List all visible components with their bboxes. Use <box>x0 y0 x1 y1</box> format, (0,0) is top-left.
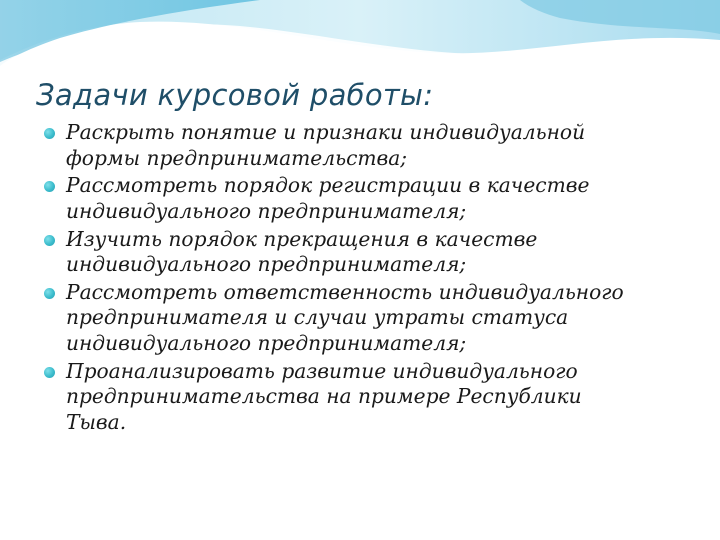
bullet-text-line: индивидуального предпринимателя; <box>66 252 467 277</box>
bullet-text-line: Тыва. <box>66 409 127 434</box>
bullet-item <box>40 173 690 224</box>
bullet-text-line: индивидуального предпринимателя; <box>66 198 467 223</box>
bullet-text-line: предпринимательства на примере Республики <box>66 384 582 409</box>
bullet-text-line: Проанализировать развитие индивидуального <box>66 358 578 383</box>
bullet-item <box>40 120 690 171</box>
bullet-dot-icon <box>44 235 55 246</box>
bullet-text-line: Рассмотреть порядок регистрации в качестве <box>66 173 590 198</box>
bullet-text-line: Изучить порядок прекращения в качестве <box>66 226 538 251</box>
bullet-text-line: Раскрыть понятие и признаки индивидуальной <box>66 120 586 144</box>
bullet-dot-icon <box>44 367 55 378</box>
bullet-text-line: предпринимателя и случаи утраты статуса <box>66 305 569 330</box>
bullet-item <box>40 280 690 357</box>
bullet-dot-icon <box>44 181 55 192</box>
slide-title: Задачи курсовой работы: <box>36 78 434 112</box>
bullet-dot-icon <box>44 288 55 299</box>
bullet-item <box>40 227 690 278</box>
bullet-text-line: формы предпринимательства; <box>66 145 408 170</box>
bullet-item <box>40 359 690 436</box>
bullet-text-line: Рассмотреть ответственность индивидуального <box>66 279 624 304</box>
task-bullet-list <box>40 120 690 437</box>
bullet-dot-icon <box>44 128 55 139</box>
bullet-text-line: индивидуального предпринимателя; <box>66 330 467 355</box>
